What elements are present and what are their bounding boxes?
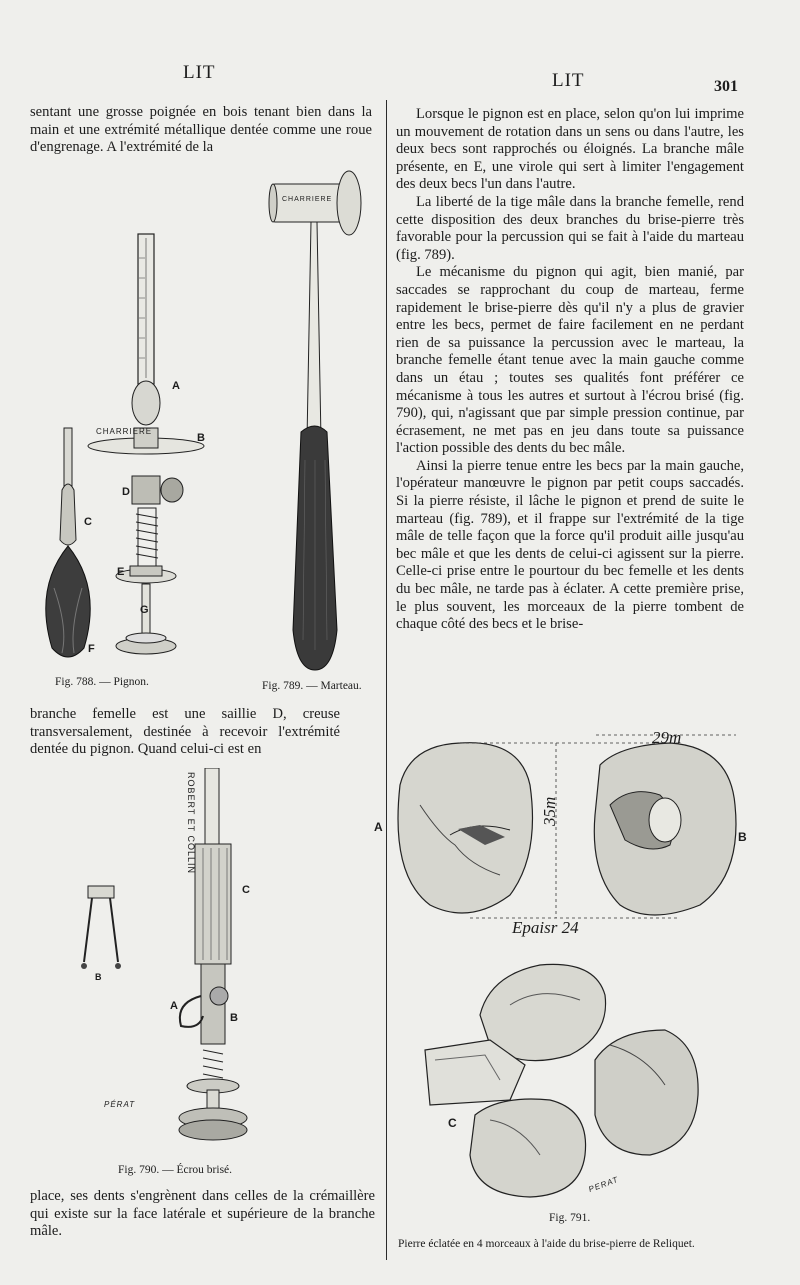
- height-measure-label: 35m: [540, 796, 559, 826]
- fig-788-caption: Fig. 788. — Pignon.: [55, 676, 149, 688]
- left-running-head: LIT: [183, 62, 216, 83]
- charriere-marteau-engraving: CHARRIERE: [282, 196, 333, 203]
- label-E-fig788: E: [117, 566, 125, 578]
- label-B-fig788: B: [197, 432, 205, 444]
- right-paragraph-3: Le mécanisme du pignon qui agit, bien manié, par saccades se rapprochant du coup de marteau, ferme rapidement le brise-pierre dès qu'il n'y a plus de gravier entre les becs, permet de faire facilement en ne perdant rien de sa puissance la percussion avec le marteau, la branche femelle étant tenue avec la main gauche comme dans un étau ; toutes ses qualités font préférer ce mécanisme à tous les autres et surtout à l'écrou brisé (fig. 790), qui, n'agissant que par simple pression continue, par écrasement, ne met pas en jeu dans toute sa puissance l'action possible des dents du bec mâle.: [396, 264, 744, 457]
- label-D-fig788: D: [122, 486, 130, 498]
- right-paragraph-2: La liberté de la tige mâle dans la branche femelle, rend cette disposition des deux branches du brise-pierre très favorable pour la percussion qui se fait à l'aide du marteau (fig. 789).: [396, 193, 744, 263]
- robert-collin-engraving: ROBERT ET COLLIN: [186, 772, 196, 875]
- label-B-detail: B: [95, 972, 102, 982]
- label-A-fig790: A: [170, 1000, 178, 1012]
- fig-790-caption: Fig. 790. — Écrou brisé.: [118, 1164, 233, 1176]
- right-column-text: [396, 106, 744, 634]
- left-paragraph-2: branche femelle est une saillie D, creuse transversalement, destinée à recevoir l'extrémité dentée du pignon. Quand celui-ci est en: [30, 706, 340, 758]
- fig-791-caption: Fig. 791.: [549, 1212, 591, 1224]
- perat-signature-fig791: PERAT: [587, 1174, 620, 1195]
- thickness-label: Epaisr 24: [512, 918, 579, 937]
- right-paragraph-4: Ainsi la pierre tenue entre les becs par la main gauche, l'opérateur manœuvre le pignon par petit coups saccadés. Si la pierre résiste, il lâche le pignon et prend de suite le marteau (fig. 789), et il frappe sur l'extrémité de la tige mâle de telle façon que la force qu'il produit aille jusqu'au bec mâle et que les dents de celui-ci agissent sur la pierre. Celle-ci prise entre le pourtour du bec femelle et les dents du bec mâle, ne tarde pas à éclater. A cette première prise, le plus souvent, les morceaux de la pierre tombent de chaque côté des becs et le brise-: [396, 457, 744, 633]
- label-B-fig791: B: [738, 830, 747, 844]
- fig-791-stones-illustration: [380, 725, 760, 1210]
- label-A-fig788: A: [172, 380, 180, 392]
- left-paragraph-1: sentant une grosse poignée en bois tenant bien dans la main et une extrémité métallique dentée comme une roue d'engrenage. A l'extrémité de la: [30, 104, 372, 156]
- label-C-fig790: C: [242, 884, 250, 896]
- charriere-engraving: CHARRIERE: [96, 427, 153, 436]
- fig-789-marteau-illustration: [265, 170, 375, 675]
- label-C-fig788: C: [84, 516, 92, 528]
- fig-791-subcaption: Pierre éclatée en 4 morceaux à l'aide du brise-pierre de Reliquet.: [398, 1238, 695, 1250]
- fig-789-caption: Fig. 789. — Marteau.: [262, 680, 362, 692]
- fig-790-ecrou-brise-illustration: [165, 768, 275, 1163]
- label-A-fig791: A: [374, 820, 383, 834]
- label-C-fig791: C: [448, 1116, 457, 1130]
- fig-790-detail-illustration: [78, 884, 128, 984]
- right-paragraph-1: Lorsque le pignon est en place, selon qu'on lui imprime un mouvement de rotation dans un sens ou dans l'autre, les deux becs sont rapprochés ou éloignés. La branche mâle présente, en E, une virole qui sert à limiter l'engagement des deux becs l'un dans l'autre.: [396, 106, 744, 193]
- perat-signature-fig790: PÉRAT: [104, 1100, 136, 1109]
- right-running-head: LIT: [552, 70, 585, 91]
- label-F-fig788: F: [88, 643, 95, 655]
- fig-788-pignon-illustration: [40, 228, 265, 668]
- page-number: 301: [714, 78, 738, 95]
- label-G-fig788: G: [140, 604, 149, 616]
- width-measure-label: 29m: [652, 728, 682, 747]
- label-B-fig790: B: [230, 1012, 238, 1024]
- left-paragraph-3: place, ses dents s'engrènent dans celles de la crémaillère qui existe sur la face latérale et supérieure de la branche mâle.: [30, 1188, 375, 1240]
